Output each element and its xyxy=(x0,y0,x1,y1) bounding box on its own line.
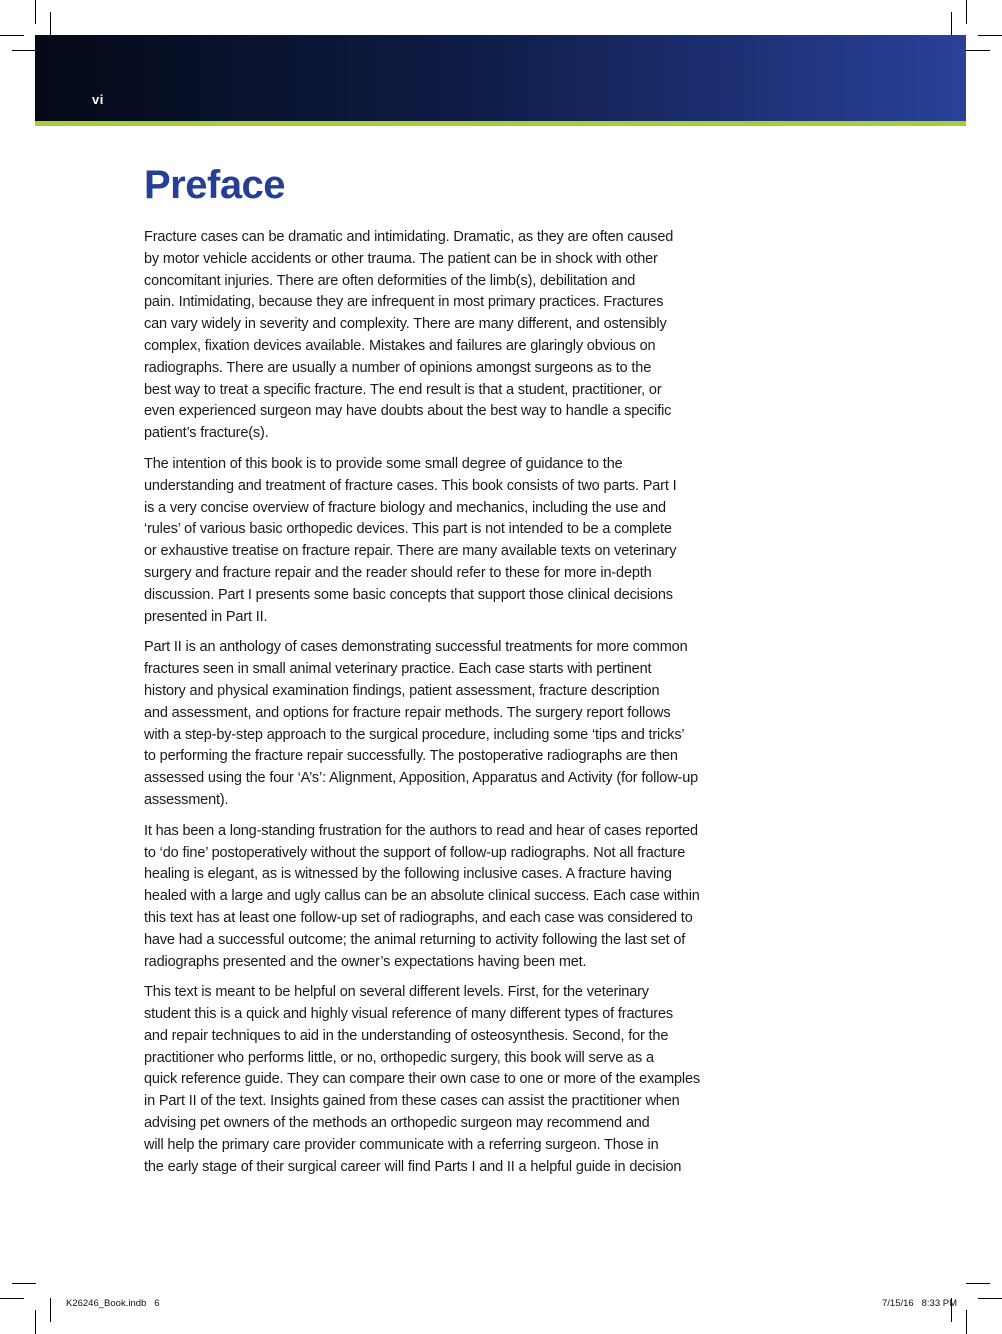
text-line: radiographs presented and the owner’s expectations having been met. xyxy=(144,953,587,970)
text-line: healing is elegant, as is witnessed by the following inclusive cases. A fracture having xyxy=(144,866,672,883)
text-line: fractures seen in small animal veterinary practice. Each case starts with pertinent xyxy=(144,661,652,678)
text-line: The intention of this book is to provide some small degree of guidance to the xyxy=(144,455,623,472)
text-line: assessed using the four ‘A’s’: Alignment, Apposition, Apparatus and Activity (for follow-up xyxy=(144,770,699,787)
text-line: It has been a long-standing frustration for the authors to read and hear of cases reported xyxy=(144,822,698,839)
text-line: Fracture cases can be dramatic and intimidating. Dramatic, as they are often caused xyxy=(144,229,674,245)
paragraph-2 xyxy=(144,454,764,628)
header-band xyxy=(35,35,966,121)
text-line: radiographs. There are usually a number of opinions amongst surgeons as to the xyxy=(144,359,652,376)
text-line: presented in Part II. xyxy=(144,608,268,625)
text-line: or exhaustive treatise on fracture repair. There are many available texts on veterinary xyxy=(144,543,677,560)
crop-mark-top-left-vertical-inner xyxy=(50,12,51,36)
text-line: pain. Intimidating, because they are infrequent in most primary practices. Fractures xyxy=(144,294,664,311)
crop-mark-top-right-vertical-inner xyxy=(951,12,952,36)
text-line: concomitant injuries. There are often deformities of the limb(s), debilitation and xyxy=(144,272,636,289)
crop-mark-top-left-vertical xyxy=(35,0,36,24)
text-line: will help the primary care provider communicate with a referring surgeon. Those in xyxy=(144,1136,659,1153)
text-line: and assessment, and options for fracture repair methods. The surgery report follows xyxy=(144,704,671,721)
paragraph-4 xyxy=(144,821,764,974)
page-folio: vi xyxy=(92,92,104,107)
crop-mark-bottom-left-horizontal-inner xyxy=(12,1283,36,1284)
text-line: practitioner who performs little, or no, orthopedic surgery, this book will serve as a xyxy=(144,1049,654,1066)
crop-mark-top-left-horizontal xyxy=(0,35,24,36)
text-line: best way to treat a specific fracture. The end result is that a student, practitioner, or xyxy=(144,381,662,398)
crop-mark-top-left-horizontal-inner xyxy=(12,50,36,51)
text-line: can vary widely in severity and complexity. There are many different, and ostensibly xyxy=(144,316,667,333)
paragraph-5 xyxy=(144,982,764,1178)
paragraph-3 xyxy=(144,637,764,811)
text-line: complex, fixation devices available. Mistakes and failures are glaringly obvious on xyxy=(144,337,656,354)
slug-timestamp: 7/15/16 8:33 PM xyxy=(882,1298,957,1309)
text-line: assessment). xyxy=(144,791,229,808)
text-line: quick reference guide. They can compare their own case to one or more of the examples xyxy=(144,1071,701,1088)
page-title: Preface xyxy=(144,163,286,207)
crop-mark-bottom-right-horizontal-inner xyxy=(966,1283,990,1284)
text-line: advising pet owners of the methods an orthopedic surgeon may recommend and xyxy=(144,1115,650,1132)
paragraph-1 xyxy=(144,227,764,445)
header-accent-stripe xyxy=(35,121,966,126)
preface-body xyxy=(144,227,764,1187)
text-line: even experienced surgeon may have doubts about the best way to handle a specific xyxy=(144,403,672,420)
text-line: to performing the fracture repair successfully. The postoperative radiographs are then xyxy=(144,748,678,765)
text-line: by motor vehicle accidents or other trauma. The patient can be in shock with other xyxy=(144,250,658,267)
text-line: in Part II of the text. Insights gained from these cases can assist the practitioner when xyxy=(144,1093,680,1110)
crop-mark-bottom-right-vertical xyxy=(966,1310,967,1334)
text-line: and repair techniques to aid in the understanding of osteosynthesis. Second, for the xyxy=(144,1027,669,1044)
text-line: ‘rules’ of various basic orthopedic devices. This part is not intended to be a complete xyxy=(144,521,672,538)
text-line: healed with a large and ugly callus can be an absolute clinical success. Each case within xyxy=(144,888,700,905)
text-line: this text has at least one follow-up set of radiographs, and each case was considered to xyxy=(144,909,693,926)
text-line: the early stage of their surgical career will find Parts I and II a helpful guide in decision xyxy=(144,1158,682,1175)
text-line: history and physical examination findings, patient assessment, fracture description xyxy=(144,682,660,699)
text-line: surgery and fracture repair and the reader should refer to these for more in-depth xyxy=(144,564,652,581)
text-line: student this is a quick and highly visual reference of many different types of fractures xyxy=(144,1006,673,1023)
crop-mark-bottom-left-horizontal xyxy=(0,1298,24,1299)
crop-mark-bottom-right-horizontal xyxy=(978,1298,1002,1299)
crop-mark-bottom-left-vertical xyxy=(35,1310,36,1334)
slug-file-info: K26246_Book.indb 6 xyxy=(66,1298,160,1309)
text-line: have had a successful outcome; the animal returning to activity following the last set of xyxy=(144,931,686,948)
crop-mark-bottom-left-vertical-inner xyxy=(50,1298,51,1322)
text-line: is a very concise overview of fracture biology and mechanics, including the use and xyxy=(144,499,666,516)
text-line: to ‘do fine’ postoperatively without the support of follow-up radiographs. Not all fracture xyxy=(144,844,686,861)
text-line: discussion. Part I presents some basic concepts that support those clinical decisions xyxy=(144,586,673,603)
text-line: This text is meant to be helpful on several different levels. First, for the veterinary xyxy=(144,984,649,1001)
crop-mark-top-right-horizontal xyxy=(978,35,1002,36)
text-line: with a step-by-step approach to the surgical procedure, including some ‘tips and tricks’ xyxy=(144,726,685,743)
text-line: patient’s fracture(s). xyxy=(144,425,269,442)
text-line: understanding and treatment of fracture cases. This book consists of two parts. Part I xyxy=(144,477,677,494)
crop-mark-top-right-horizontal-inner xyxy=(966,50,990,51)
text-line: Part II is an anthology of cases demonstrating successful treatments for more common xyxy=(144,639,688,656)
crop-mark-top-right-vertical xyxy=(966,0,967,24)
